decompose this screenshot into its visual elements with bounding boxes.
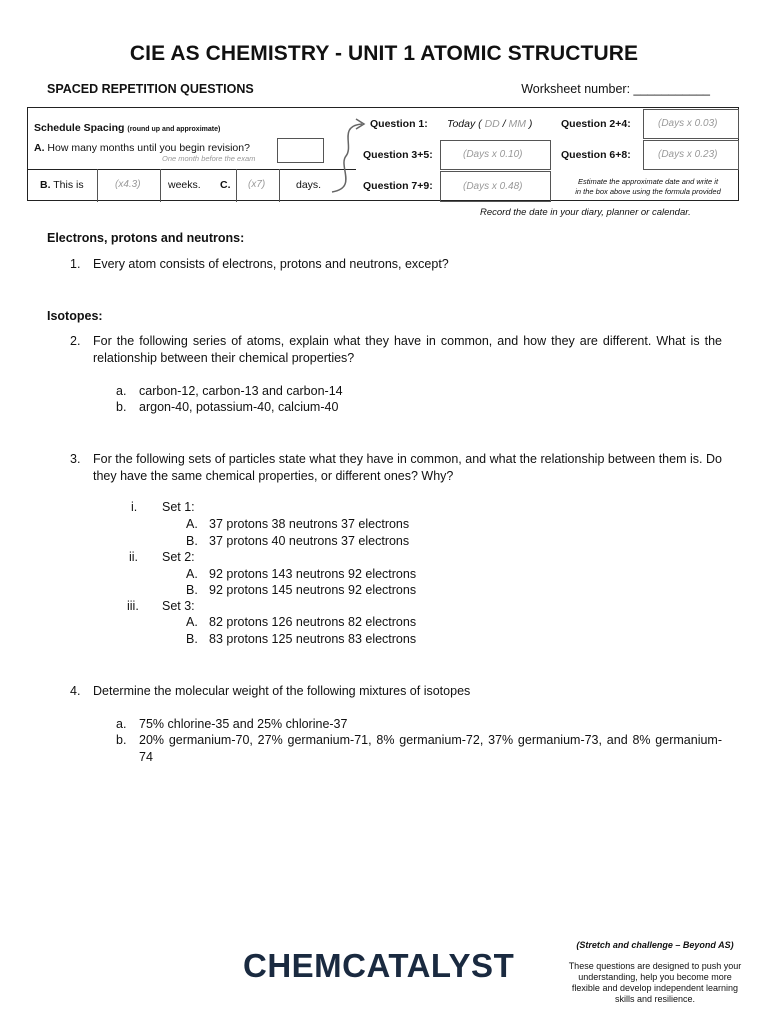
item-text: 83 protons 125 neutrons 83 electrons — [209, 632, 417, 646]
item-text: 20% germanium-70, 27% germanium-71, 8% germanium-72, 37% germanium-73, and 8% germanium-74 — [139, 733, 722, 764]
q79-hint: (Days x 0.48) — [463, 181, 523, 192]
item-marker: b. — [116, 400, 127, 414]
item-marker: A. — [186, 567, 198, 581]
item-marker: B. — [186, 534, 198, 548]
c-label: C. — [220, 179, 231, 191]
item-text: carbon-12, carbon-13 and carbon-14 — [139, 384, 343, 398]
a-note: One month before the exam — [162, 154, 256, 163]
set-marker: i. — [131, 500, 138, 514]
set-label: Set 1: — [162, 500, 195, 514]
item-marker: a. — [116, 384, 127, 398]
q79-input-box[interactable] — [440, 171, 551, 202]
item-text: 37 protons 38 neutrons 37 electrons — [209, 517, 410, 531]
arrow-icon — [328, 116, 368, 196]
estimate-line-1: Estimate the approximate date and write it — [577, 177, 719, 186]
item-marker: b. — [116, 733, 127, 747]
question-number: 1. — [70, 257, 81, 271]
b-label: B. — [40, 179, 51, 191]
item-marker: A. — [186, 615, 198, 629]
item-marker: B. — [186, 583, 198, 597]
worksheet-number: Worksheet number: ___________ — [521, 82, 710, 96]
question-number: 4. — [70, 684, 81, 698]
q68-label: Question 6+8: — [561, 149, 631, 161]
b-hint: (x4.3) — [115, 179, 141, 190]
a-question: How many months until you begin revision? — [47, 142, 250, 154]
weeks-label: weeks. — [168, 179, 201, 191]
item-marker: a. — [116, 717, 127, 731]
q1-today — [447, 118, 532, 130]
q24-input-box[interactable] — [643, 109, 739, 139]
q1-slash: / — [502, 118, 506, 130]
question-text: Determine the molecular weight of the following mixtures of isotopes — [93, 684, 471, 698]
schedule-heading-note: (round up and approximate) — [127, 126, 221, 133]
b-text: This is — [53, 179, 84, 191]
section-heading-electrons: Electrons, protons and neutrons: — [47, 231, 245, 245]
question-3 — [70, 451, 722, 484]
item-text: 92 protons 143 neutrons 92 electrons — [209, 567, 417, 581]
page-title: CIE AS CHEMISTRY - UNIT 1 ATOMIC STRUCTURE — [129, 42, 639, 65]
list-item — [116, 732, 722, 765]
item-text: argon-40, potassium-40, calcium-40 — [139, 400, 339, 414]
chemcatalyst-logo: CHEMCATALYST — [243, 947, 515, 984]
set-marker: ii. — [129, 550, 139, 564]
item-text: 37 protons 40 neutrons 37 electrons — [209, 534, 410, 548]
q1-close: ) — [528, 118, 533, 130]
q1-dd: DD — [484, 118, 500, 130]
weeks-input-box[interactable] — [97, 169, 161, 202]
a-marker: A. — [34, 142, 45, 154]
q1-mm: MM — [508, 118, 526, 130]
days-input-box[interactable] — [236, 169, 280, 202]
q35-input-box[interactable] — [440, 140, 551, 170]
q24-hint: (Days x 0.03) — [658, 118, 718, 129]
question-a — [34, 142, 250, 154]
question-4 — [70, 683, 722, 700]
schedule-heading — [34, 122, 220, 134]
q1-label: Question 1: — [370, 118, 428, 130]
schedule-heading-text: Schedule Spacing — [34, 122, 125, 134]
q35-label: Question 3+5: — [363, 149, 433, 161]
item-text: 92 protons 145 neutrons 92 electrons — [209, 583, 417, 597]
stretch-label: (Stretch and challenge – Beyond AS) — [576, 940, 734, 950]
days-label: days. — [296, 179, 322, 191]
q79-label: Question 7+9: — [363, 180, 433, 192]
schedule-spacing-box — [27, 107, 739, 201]
section-heading-isotopes: Isotopes: — [47, 309, 103, 323]
estimate-note — [558, 177, 738, 197]
item-text: 75% chlorine-35 and 25% chlorine-37 — [139, 717, 348, 731]
q1-today-text: Today ( — [447, 118, 482, 130]
divider — [28, 169, 356, 170]
question-text: For the following series of atoms, explain what they have in common, and how they are different. What is the relationship between their chemical properties? — [93, 334, 722, 365]
q24-label: Question 2+4: — [561, 118, 631, 130]
q35-hint: (Days x 0.10) — [463, 149, 523, 160]
question-text: Every atom consists of electrons, protons and neutrons, except? — [93, 257, 449, 271]
item-marker: B. — [186, 632, 198, 646]
b-row — [40, 179, 84, 191]
estimate-line-2: in the box above using the formula provided — [575, 187, 721, 196]
question-number: 2. — [70, 334, 81, 348]
question-number: 3. — [70, 452, 81, 466]
months-input-box[interactable] — [277, 138, 324, 163]
item-text: 82 protons 126 neutrons 82 electrons — [209, 615, 417, 629]
c-hint: (x7) — [248, 179, 266, 190]
question-1 — [70, 256, 722, 273]
question-2 — [70, 333, 722, 366]
record-note: Record the date in your diary, planner or calendar. — [480, 207, 691, 218]
question-text: For the following sets of particles state what they have in common, and what the relationship between them is. Do they have the same chemical properties, or different ones? Why? — [93, 452, 722, 483]
set-marker: iii. — [127, 599, 139, 613]
set-label: Set 3: — [162, 599, 195, 613]
item-marker: A. — [186, 517, 198, 531]
q68-input-box[interactable] — [643, 140, 739, 170]
subheading: SPACED REPETITION QUESTIONS — [47, 82, 254, 96]
stretch-description: These questions are designed to push your understanding, help you become more flexible and develop independent learning skills and resilience. — [568, 961, 742, 1004]
set-label: Set 2: — [162, 550, 195, 564]
q68-hint: (Days x 0.23) — [658, 149, 718, 160]
